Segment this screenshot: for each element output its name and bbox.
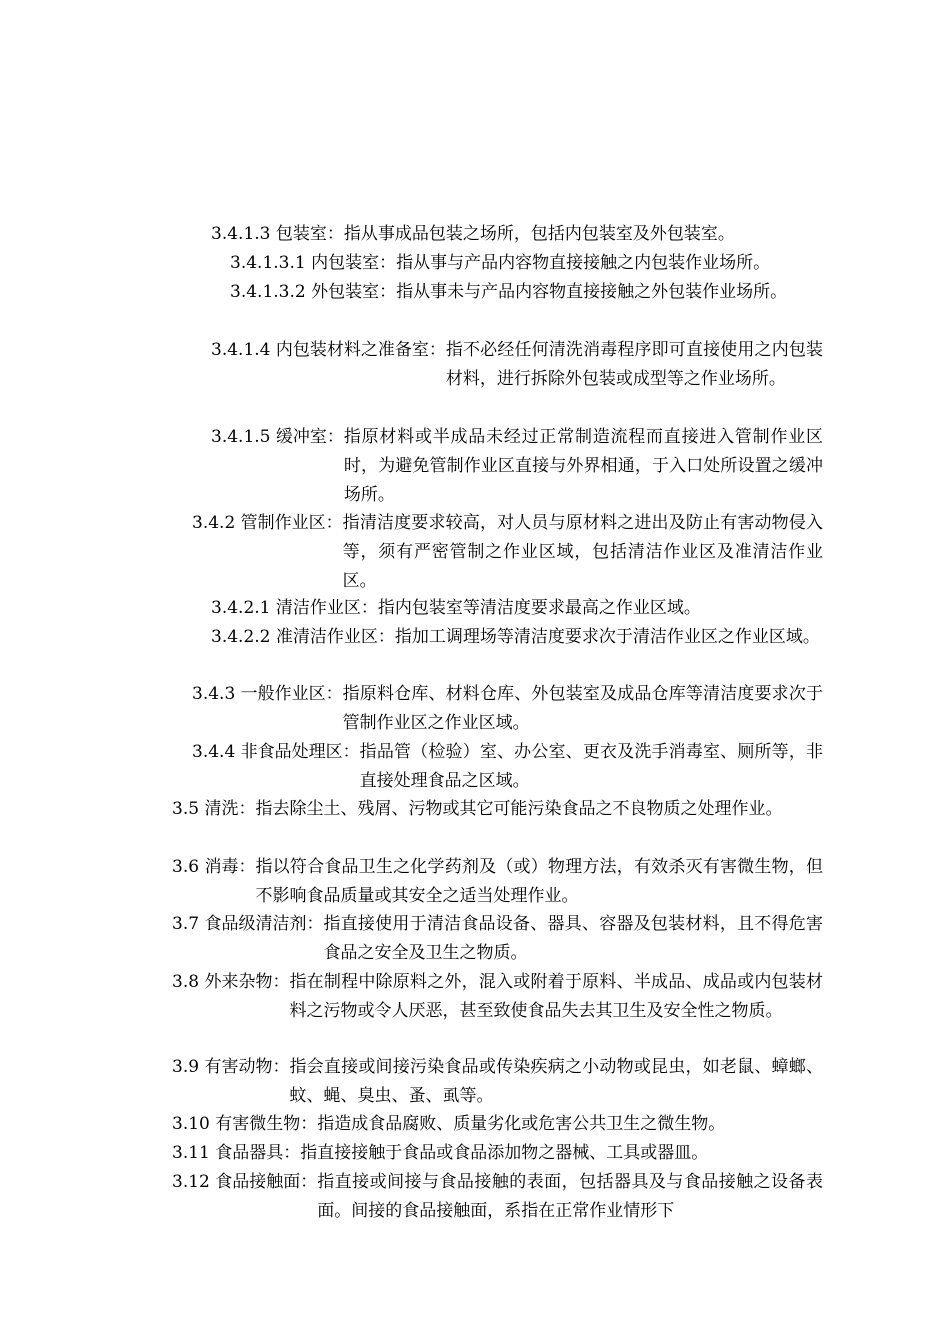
definition-3-7 — [172, 910, 823, 968]
definition-3-4-1-3-1 — [230, 249, 823, 278]
clause-text: 指品管（检验）室、办公室、更衣及洗手消毒室、厕所等，非直接处理食品之区域。 — [359, 742, 823, 791]
clause-number: 3.4.2 管制作业区： — [192, 513, 343, 533]
clause-number: 3.11 食品器具： — [172, 1143, 301, 1163]
definition-3-9 — [172, 1053, 823, 1111]
clause-number: 3.10 有害微生物： — [172, 1114, 318, 1134]
clause-text: 指加工调理场等清洁度要求次于清洁作业区之作业区域。 — [394, 627, 820, 647]
clause-text: 指清洁度要求较高，对人员与原材料之进出及防止有害动物侵入等，须有严密管制之作业区域，包括清洁作业区及准清洁作业区。 — [342, 513, 823, 591]
clause-text: 指原材料或半成品未经过正常制造流程而直接进入管制作业区时，为避免管制作业区直接与外界相通，于入口处所设置之缓冲场所。 — [343, 427, 823, 505]
clause-text: 指从事未与产品内容物直接接触之外包装作业场所。 — [396, 282, 788, 302]
definition-3-8 — [172, 968, 823, 1026]
clause-number: 3.8 外来杂物： — [172, 972, 290, 992]
clause-text: 指在制程中除原料之外，混入或附着于原料、半成品、成品或内包装材料之污物或令人厌恶，甚至致使食品失去其卫生及安全性之物质。 — [289, 972, 823, 1021]
clause-text: 指从事成品包装之场所，包括内包装室及外包装室。 — [343, 224, 735, 244]
definition-3-4-1-4 — [211, 336, 823, 394]
definition-3-10 — [172, 1110, 823, 1139]
clause-number: 3.4.1.4 内包装材料之准备室： — [211, 340, 446, 360]
clause-number: 3.6 消毒： — [172, 857, 256, 877]
clause-number: 3.4.2.1 清洁作业区： — [211, 598, 378, 618]
clause-number: 3.7 食品级清洁剂： — [172, 914, 324, 934]
clause-text: 指以符合食品卫生之化学药剂及（或）物理方法，有效杀灭有害微生物，但不影响食品质量或其安全之适当处理作业。 — [255, 857, 823, 906]
definition-3-4-2-2 — [211, 623, 823, 652]
clause-number: 3.12 食品接触面： — [172, 1172, 318, 1192]
clause-number: 3.4.2.2 准清洁作业区： — [211, 627, 395, 647]
definition-3-4-1-5 — [211, 423, 823, 510]
clause-number: 3.4.4 非食品处理区： — [192, 742, 360, 762]
clause-number: 3.4.1.5 缓冲室： — [211, 427, 344, 447]
definition-3-12 — [172, 1168, 823, 1226]
definition-3-4-2-1 — [211, 594, 823, 623]
clause-text: 指不必经任何清洗消毒程序即可直接使用之内包装材料，进行拆除外包装或成型等之作业场所。 — [445, 340, 823, 389]
definition-3-4-4 — [192, 738, 823, 796]
clause-text: 指直接接触于食品或食品添加物之器械、工具或器皿。 — [300, 1143, 709, 1163]
clause-text: 指去除尘土、残屑、污物或其它可能污染食品之不良物质之处理作业。 — [255, 799, 783, 819]
definition-3-6 — [172, 853, 823, 911]
clause-number: 3.4.3 一般作业区： — [192, 684, 343, 704]
clause-number: 3.4.1.3.2 外包装室： — [230, 282, 397, 302]
clause-number: 3.9 有害动物： — [172, 1057, 290, 1077]
clause-text: 指原料仓库、材料仓库、外包装室及成品仓库等清洁度要求次于管制作业区之作业区域。 — [342, 684, 823, 733]
clause-number: 3.5 清洗： — [172, 799, 256, 819]
definition-3-4-2 — [192, 509, 823, 596]
clause-text: 指从事与产品内容物直接接触之内包装作业场所。 — [396, 253, 771, 273]
clause-text: 指直接或间接与食品接触的表面，包括器具及与食品接触之设备表面。间接的食品接触面，系指在正常作业情形下 — [317, 1172, 823, 1221]
clause-text: 指会直接或间接污染食品或传染疾病之小动物或昆虫，如老鼠、蟑螂、蚊、蝇、臭虫、蚤、虱等。 — [289, 1057, 823, 1106]
clause-text: 指直接使用于清洁食品设备、器具、容器及包装材料，且不得危害食品之安全及卫生之物质。 — [323, 914, 823, 963]
definition-3-4-1-3 — [211, 220, 823, 249]
clause-number: 3.4.1.3 包装室： — [211, 224, 344, 244]
definition-3-11 — [172, 1139, 823, 1168]
definition-3-4-1-3-2 — [230, 278, 823, 307]
clause-number: 3.4.1.3.1 内包装室： — [230, 253, 397, 273]
clause-text: 指造成食品腐败、质量劣化或危害公共卫生之微生物。 — [317, 1114, 726, 1134]
definition-3-5 — [172, 795, 823, 824]
clause-text: 指内包装室等清洁度要求最高之作业区域。 — [377, 598, 701, 618]
definition-3-4-3 — [192, 680, 823, 738]
